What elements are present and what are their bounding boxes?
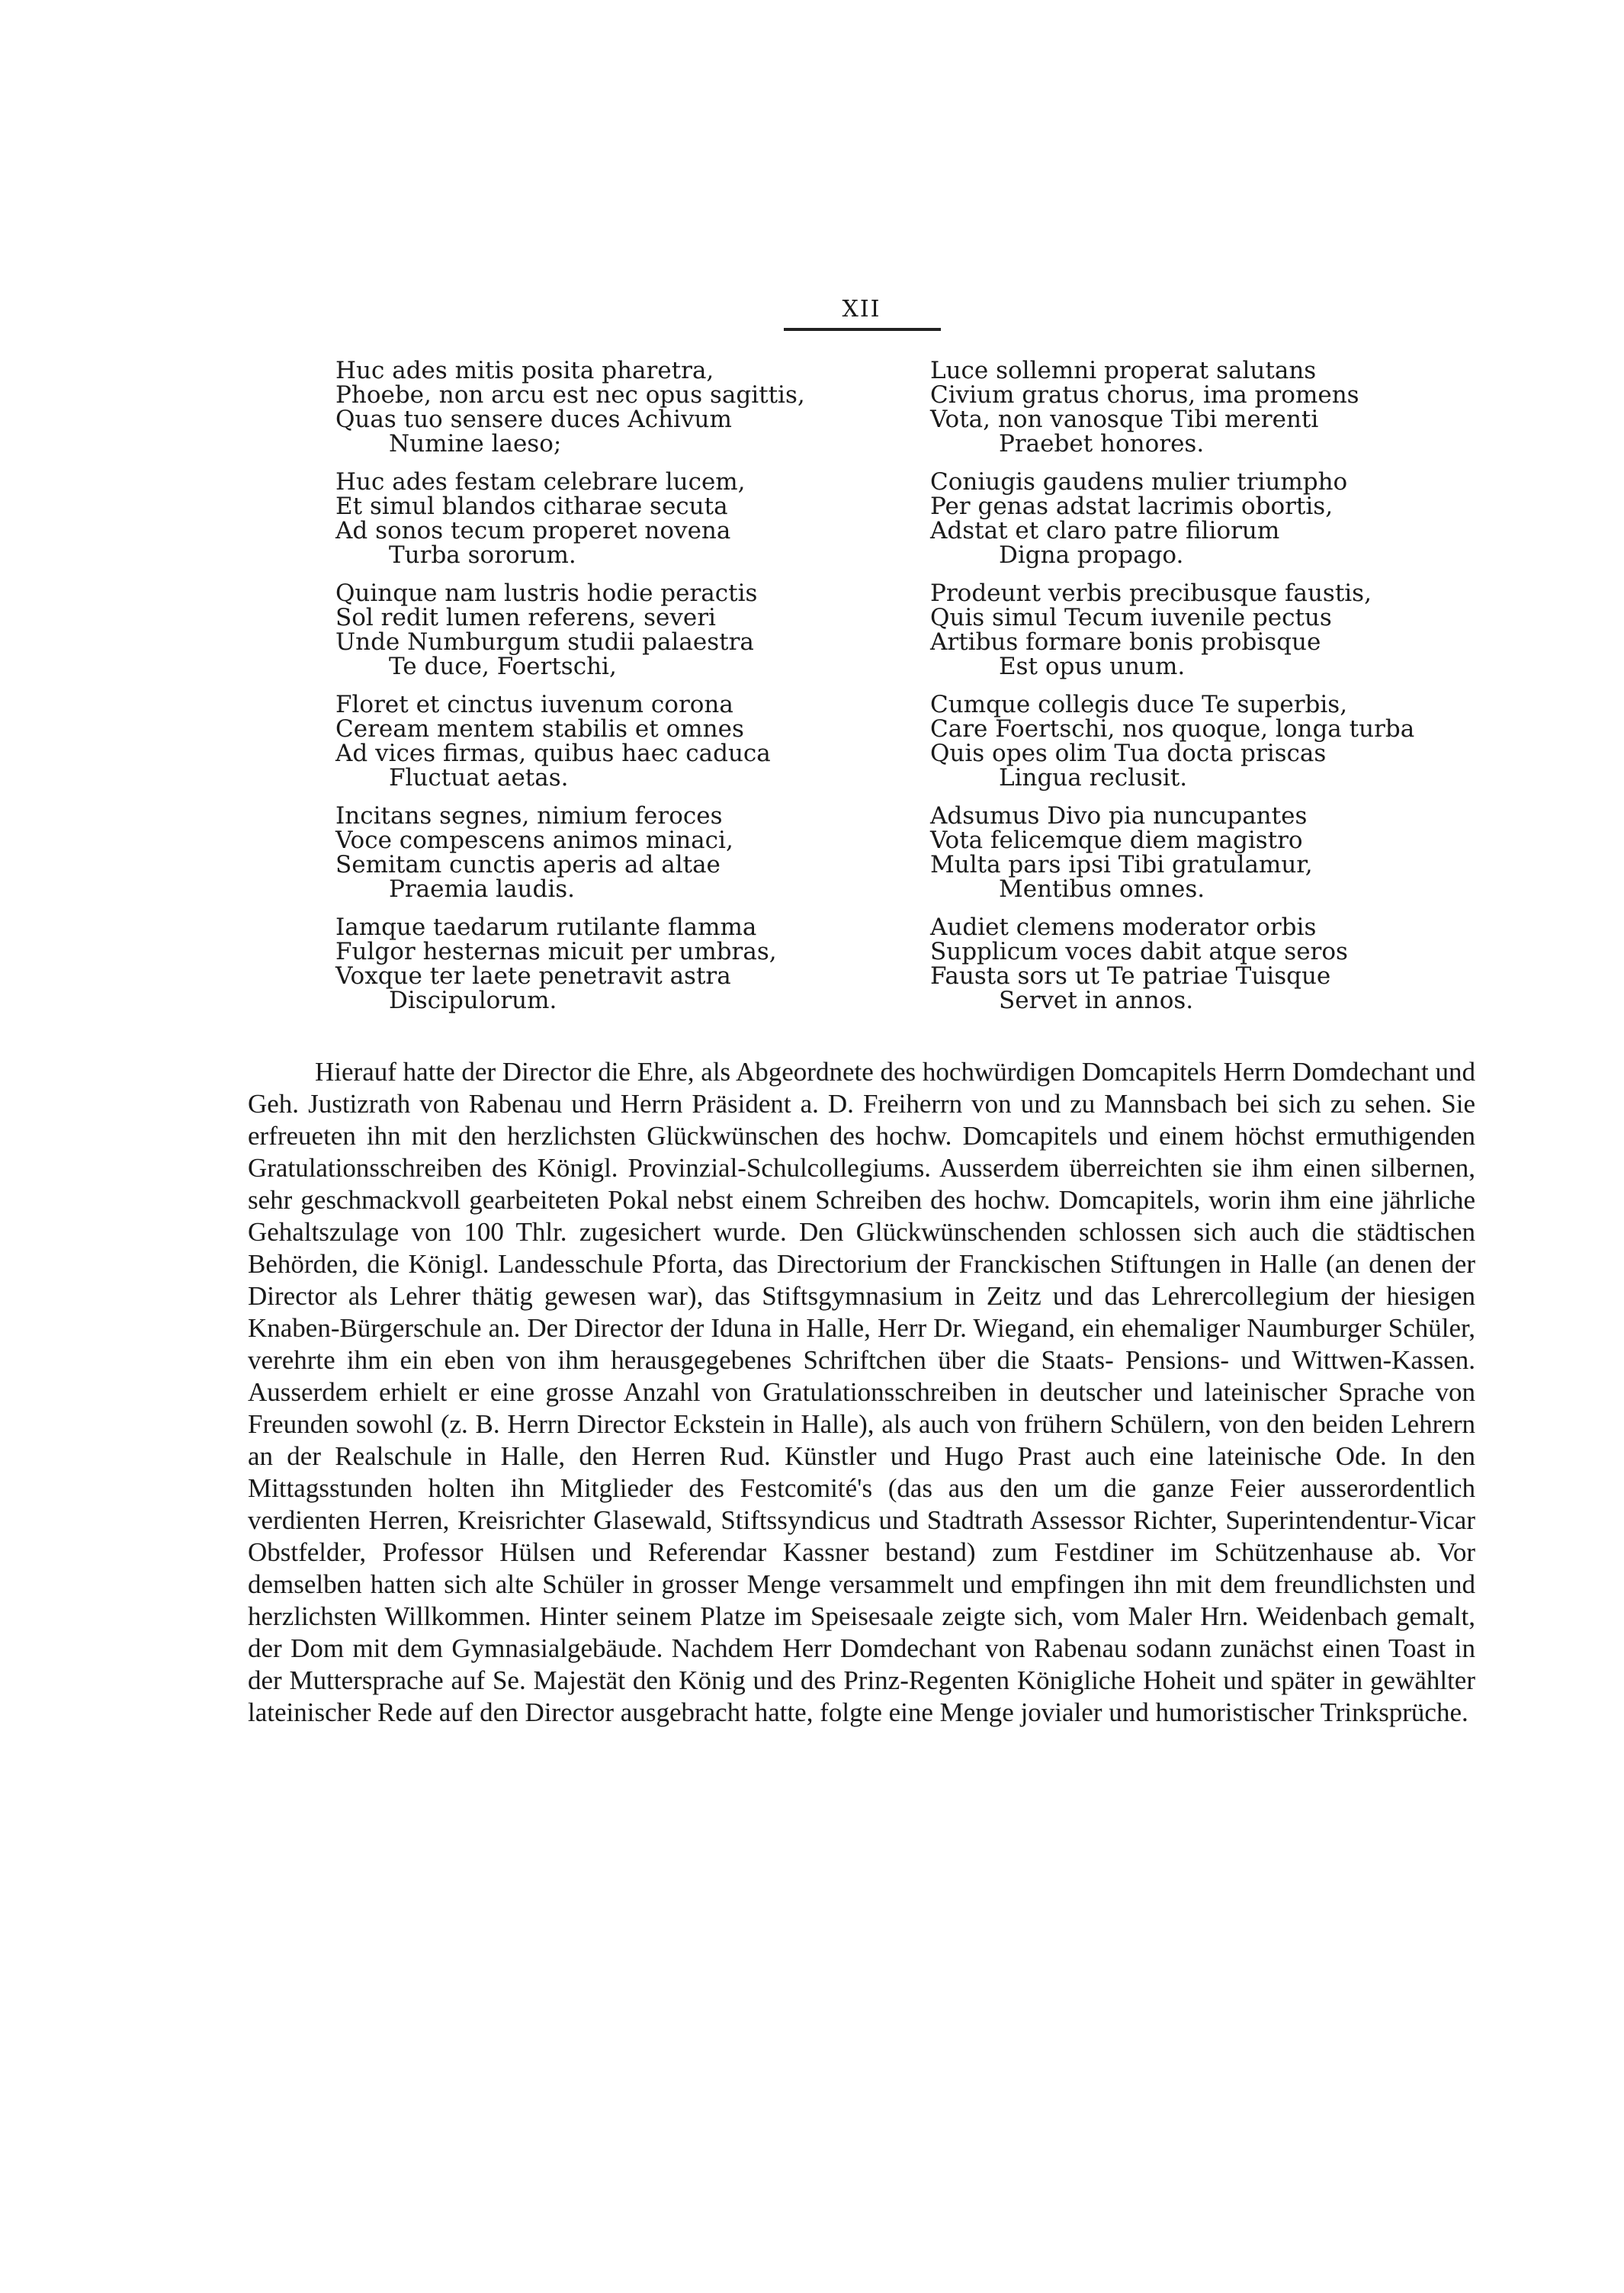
poem-line: Huc ades mitis posita pharetra, [335, 357, 714, 384]
poem-line: Floret et cinctus iuvenum corona [335, 691, 733, 718]
poem-line: Vota felicemque diem magistro [930, 827, 1303, 854]
poem-line: Unde Numburgum studii palaestra [335, 628, 754, 656]
poem-line: Fluctuat aetas. [389, 764, 569, 792]
poem-line: Servet in annos. [999, 987, 1194, 1014]
poem-line: Discipulorum. [389, 987, 557, 1014]
poem-line: Numine laeso; [389, 430, 562, 458]
poem-stanza [335, 357, 805, 458]
poem-right-column [930, 358, 1449, 1026]
poem-stanza [930, 915, 1449, 1013]
poem-line: Quis simul Tecum iuvenile pectus [930, 604, 1332, 631]
poem-line: Quis opes olim Tua docta priscas [930, 740, 1327, 767]
page-number-rule [784, 328, 941, 331]
poem-line: Mentibus omnes. [999, 875, 1205, 903]
poem-line: Voxque ter laete penetravit astra [335, 962, 731, 990]
poem-stanza [930, 804, 1449, 901]
poem-line: Incitans segnes, nimium feroces [335, 802, 723, 830]
poem-line: Adstat et claro patre filiorum [930, 517, 1280, 544]
poem-stanza [930, 581, 1449, 679]
poem-line: Supplicum voces dabit atque seros [930, 938, 1348, 965]
poem-line: Turba sororum. [389, 541, 576, 569]
poem-line: Multa pars ipsi Tibi gratulamur, [930, 851, 1313, 878]
poem-stanza [335, 915, 793, 1013]
poem-line: Ad sonos tecum properet novena [335, 517, 731, 544]
poem-line: Sol redit lumen referens, severi [335, 604, 716, 631]
poem-line: Lingua reclusit. [999, 764, 1188, 792]
poem-line: Huc ades festam celebrare lucem, [335, 468, 746, 496]
poem-line: Fulgor hesternas micuit per umbras, [335, 938, 777, 965]
poem-left-column [335, 357, 805, 1026]
poem-stanza [930, 470, 1449, 567]
poem-line: Praebet honores. [999, 430, 1205, 458]
poem-stanza [335, 804, 793, 901]
poem-stanza [335, 470, 793, 567]
poem-line: Quas tuo sensere duces Achivum [335, 406, 732, 433]
poem-line: Prodeunt verbis precibusque faustis, [930, 580, 1372, 607]
poem-line: Quinque nam lustris hodie peractis [335, 580, 758, 607]
poem-stanza [930, 692, 1449, 790]
poem-line: Iamque taedarum rutilante flamma [335, 914, 757, 941]
poem-line: Phoebe, non arcu est nec opus sagittis, [335, 381, 805, 409]
poem-line: Ad vices firmas, quibus haec caduca [335, 740, 771, 767]
poem-line: Care Foertschi, nos quoque, longa turba [930, 715, 1415, 743]
poem-line: Artibus formare bonis probisque [930, 628, 1321, 656]
poem-line: Audiet clemens moderator orbis [930, 914, 1317, 941]
poem-stanza [335, 692, 793, 790]
poem-line: Coniugis gaudens mulier triumpho [930, 468, 1348, 496]
poem-line: Ceream mentem stabilis et omnes [335, 715, 744, 743]
poem-line: Adsumus Divo pia nuncupantes [930, 802, 1308, 830]
poem-line: Et simul blandos citharae secuta [335, 493, 728, 520]
poem-line: Vota, non vanosque Tibi merenti [930, 406, 1319, 433]
poem-line: Voce compescens animos minaci, [335, 827, 733, 854]
poem-line: Fausta sors ut Te patriae Tuisque [930, 962, 1331, 990]
poem-line: Luce sollemni properat salutans [930, 357, 1317, 384]
poem-line: Civium gratus chorus, ima promens [930, 381, 1359, 409]
prose-paragraph: Hierauf hatte der Director die Ehre, als Abgeordnete des hochwürdigen Domcapitels Herrn Domdechant und Geh. Justizrath von Rabenau und Herrn Präsident a. D. Freiherrn von und zu Mannsbach bei sich zu sehen. Sie erfreueten ihn mit den herzlichsten Glückwünschen des hochw. Domcapitels und einem höchst ermuthigenden Gratulationsschreiben des Königl. Provinzial-Schulcollegiums. Ausserdem überreichten sie ihm einen silbernen, sehr geschmackvoll gearbeiteten Pokal nebst einem Schreiben des hochw. Domcapitels, worin ihm eine jährliche Gehaltszulage von 100 Thlr. zugesichert wurde. Den Glückwünschenden schlossen sich auch die städtischen Behörden, die Königl. Landesschule Pforta, das Directorium der Franckischen Stiftungen in Halle (an denen der Director als Lehrer thätig gewesen war), das Stiftsgymnasium in Zeitz und das Lehrercollegium der hiesigen Knaben-Bürgerschule an. Der Director der Iduna in Halle, Herr Dr. Wiegand, ein ehemaliger Naumburger Schüler, verehrte ihm ein eben von ihm herausgegebenes Schriftchen über die Staats- Pensions- und Wittwen-Kassen. Ausserdem erhielt er eine grosse Anzahl von Gratulationsschreiben in deutscher und lateinischer Sprache von Freunden sowohl (z. B. Herrn Director Eckstein in Halle), als auch von frühern Schülern, von den beiden Lehrern an der Realschule in Halle, den Herren Rud. Künstler und Hugo Prast auch eine lateinische Ode. In den Mittagsstunden holten ihn Mitglieder des Festcomité's (das aus den um die ganze Feier ausserordentlich verdienten Herren, Kreisrichter Glasewald, Stiftssyndicus und Stadtrath Assessor Richter, Superintendentur-Vicar Obstfelder, Professor Hülsen und Referendar Kassner bestand) zum Festdiner im Schützenhause ab. Vor demselben hatten sich alte Schüler in grosser Menge versammelt und empfingen ihn mit dem freundlichsten und herzlichsten Willkommen. Hinter seinem Platze im Speisesaale zeigte sich, vom Maler Hrn. Weidenbach gemalt, der Dom mit dem Gymnasialgebäude. Nachdem Herr Domdechant von Rabenau sodann zunächst einen Toast in der Muttersprache auf Se. Majestät den König und des Prinz-Regenten Königliche Hoheit und später in gewählter lateinischer Rede auf den Director ausgebracht hatte, folgte eine Menge jovialer und humoristischer Trinksprüche. [248, 1057, 1475, 1727]
poem-stanza [335, 581, 793, 679]
poem-line: Per genas adstat lacrimis obortis, [930, 493, 1334, 520]
poem-line: Praemia laudis. [389, 875, 576, 903]
poem-line: Semitam cunctis aperis ad altae [335, 851, 721, 878]
poem-line: Cumque collegis duce Te superbis, [930, 691, 1348, 718]
poem-line: Te duce, Foertschi, [389, 653, 617, 680]
poem-line: Digna propago. [999, 541, 1184, 569]
poem-line: Est opus unum. [999, 653, 1186, 680]
page-number: XII [842, 296, 881, 323]
poem-stanza [930, 358, 1449, 456]
prose-block [248, 1056, 1475, 1729]
